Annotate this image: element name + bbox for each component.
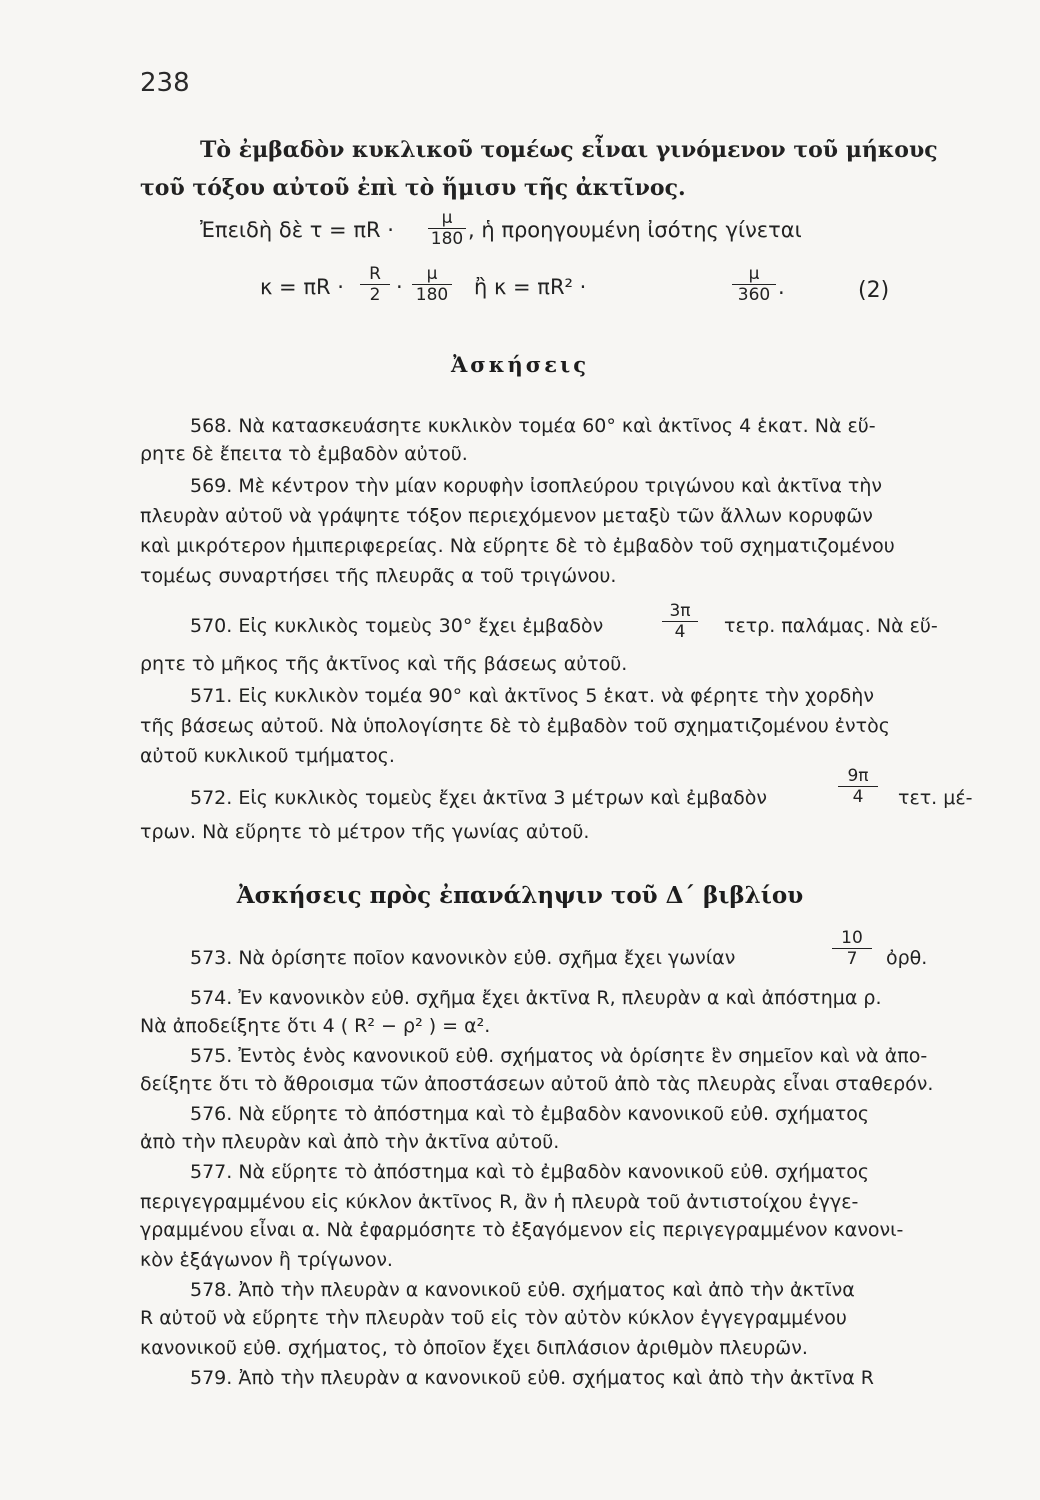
fraction-numerator: μ: [732, 264, 776, 285]
exercise-570-line-1a: 570. Εἰς κυκλικὸς τομεὺς 30° ἔχει ἐμβαδὸν: [190, 615, 604, 637]
formula2-mid: ἢ κ = πR² ·: [474, 275, 587, 299]
exercise-571-line-2: τῆς βάσεως αὐτοῦ. Νὰ ὑπολογίσητε δὲ τὸ ἐμβαδὸν τοῦ σχηματιζομένου ἐντὸς: [140, 715, 890, 737]
exercise-570-fraction: [662, 601, 698, 642]
exercise-579-line-1: 579. Ἀπὸ τὴν πλευρὰν α κανονικοῦ εὐθ. σχήματος καὶ ἀπὸ τὴν ἀκτῖνα R: [190, 1367, 874, 1389]
fraction-denominator: 2: [369, 285, 381, 305]
exercise-568-line-2: ρητε δὲ ἔπειτα τὸ ἐμβαδὸν αὐτοῦ.: [140, 443, 468, 465]
theorem-line-1: Τὸ ἐμβαδὸν κυκλικοῦ τομέως εἶναι γινόμενον τοῦ μήκους: [200, 137, 938, 163]
review-heading: Ἀσκήσεις πρὸς ἐπανάληψιν τοῦ Δ΄ βιβλίου: [236, 882, 804, 909]
fraction-denominator: 7: [846, 949, 858, 969]
fraction-denominator: 180: [430, 229, 464, 249]
exercises-heading: Ἀσκήσεις: [451, 352, 589, 377]
fraction-denominator: 4: [674, 622, 686, 642]
exercise-569-line-2: πλευρὰν αὐτοῦ νὰ γράψητε τόξον περιεχόμενον μεταξὺ τῶν ἄλλων κορυφῶν: [140, 505, 873, 527]
formula2-fraction-2: [412, 264, 452, 305]
exercise-573-line-1a: 573. Νὰ ὁρίσητε ποῖον κανονικὸν εὐθ. σχῆμα ἔχει γωνίαν: [190, 947, 736, 969]
formula2-end: .: [778, 275, 785, 299]
exercise-572-line-1a: 572. Εἰς κυκλικὸς τομεὺς ἔχει ἀκτῖνα 3 μέτρων καὶ ἐμβαδὸν: [190, 787, 768, 809]
exercise-575-line-1: 575. Ἐντὸς ἑνὸς κανονικοῦ εὐθ. σχήματος νὰ ὁρίσητε ἓν σημεῖον καὶ νὰ ἀπο-: [190, 1045, 928, 1067]
exercise-574-line-2: Νὰ ἀποδείξητε ὅτι 4 ( R² − ρ² ) = α².: [140, 1015, 491, 1037]
formula1-left: Ἐπειδὴ δὲ τ = πR ·: [200, 218, 394, 242]
fraction-numerator: 9π: [838, 766, 878, 787]
theorem-line-2: τοῦ τόξου αὐτοῦ ἐπὶ τὸ ἥμισυ τῆς ἀκτῖνος.: [140, 175, 686, 201]
exercise-578-line-2: R αὐτοῦ νὰ εὕρητε τὴν πλευρὰν τοῦ εἰς τὸν αὐτὸν κύκλον ἐγγεγραμμένου: [140, 1307, 847, 1329]
fraction-denominator: 360: [737, 285, 771, 305]
exercise-578-line-1: 578. Ἀπὸ τὴν πλευρὰν α κανονικοῦ εὐθ. σχήματος καὶ ἀπὸ τὴν ἀκτῖνα: [190, 1279, 855, 1301]
fraction-numerator: 3π: [662, 601, 698, 622]
exercise-573-fraction: [832, 928, 872, 969]
exercise-578-line-3: κανονικοῦ εὐθ. σχήματος, τὸ ὁποῖον ἔχει διπλάσιον ἀριθμὸν πλευρῶν.: [140, 1337, 808, 1359]
formula1-right: , ἡ προηγουμένη ἰσότης γίνεται: [468, 218, 802, 242]
exercise-569-line-1: 569. Μὲ κέντρον τὴν μίαν κορυφὴν ἰσοπλεύρου τριγώνου καὶ ἀκτῖνα τὴν: [190, 475, 883, 497]
exercise-577-line-1: 577. Νὰ εὕρητε τὸ ἀπόστημα καὶ τὸ ἐμβαδὸν κανονικοῦ εὐθ. σχήματος: [190, 1161, 870, 1183]
exercise-570-line-2: ρητε τὸ μῆκος τῆς ἀκτῖνος καὶ τῆς βάσεως αὐτοῦ.: [140, 653, 628, 675]
fraction-numerator: 10: [832, 928, 872, 949]
exercise-570-line-1b: τετρ. παλάμας. Νὰ εὕ-: [724, 615, 938, 637]
fraction-numerator: μ: [428, 208, 466, 229]
exercise-577-line-3: γραμμένου εἶναι α. Νὰ ἐφαρμόσητε τὸ ἐξαγόμενον εἰς περιγεγραμμένον κανονι-: [140, 1219, 904, 1241]
exercise-576-line-1: 576. Νὰ εὕρητε τὸ ἀπόστημα καὶ τὸ ἐμβαδὸν κανονικοῦ εὐθ. σχήματος: [190, 1103, 870, 1125]
formula2-fraction-3: [732, 264, 776, 305]
exercise-577-line-2: περιγεγραμμένου εἰς κύκλον ἀκτῖνος R, ἂν ἡ πλευρὰ τοῦ ἀντιστοίχου ἐγγε-: [140, 1191, 859, 1213]
exercise-572-line-2: τρων. Νὰ εὕρητε τὸ μέτρον τῆς γωνίας αὐτοῦ.: [140, 821, 590, 843]
exercise-576-line-2: ἀπὸ τὴν πλευρὰν καὶ ἀπὸ τὴν ἀκτῖνα αὐτοῦ.: [140, 1131, 560, 1153]
exercise-573-line-1b: ὀρθ.: [886, 947, 928, 969]
exercise-574-line-1: 574. Ἐν κανονικὸν εὐθ. σχῆμα ἔχει ἀκτῖνα R, πλευρὰν α καὶ ἀπόστημα ρ.: [190, 987, 882, 1009]
fraction-denominator: 4: [852, 787, 864, 807]
exercise-572-fraction: [838, 766, 878, 807]
fraction-numerator: R: [360, 264, 390, 285]
fraction-denominator: 180: [415, 285, 449, 305]
formula2-part1: κ = πR ·: [260, 275, 344, 299]
formula2-fraction-1: [360, 264, 390, 305]
exercise-569-line-3: καὶ μικρότερον ἡμιπεριφερείας. Νὰ εὕρητε δὲ τὸ ἐμβαδὸν τοῦ σχηματιζομένου: [140, 535, 895, 557]
fraction-numerator: μ: [412, 264, 452, 285]
exercise-577-line-4: κὸν ἑξάγωνον ἢ τρίγωνον.: [140, 1249, 393, 1271]
exercise-571-line-3: αὐτοῦ κυκλικοῦ τμήματος.: [140, 745, 395, 767]
formula1-fraction: [428, 208, 466, 249]
exercise-568-line-1: 568. Νὰ κατασκευάσητε κυκλικὸν τομέα 60° καὶ ἀκτῖνος 4 ἑκατ. Νὰ εὕ-: [190, 415, 876, 437]
exercise-571-line-1: 571. Εἰς κυκλικὸν τομέα 90° καὶ ἀκτῖνος 5 ἑκατ. νὰ φέρητε τὴν χορδὴν: [190, 685, 874, 707]
equation-number: (2): [858, 278, 890, 303]
exercise-575-line-2: δείξητε ὅτι τὸ ἄθροισμα τῶν ἀποστάσεων αὐτοῦ ἀπὸ τὰς πλευρὰς εἶναι σταθερόν.: [140, 1073, 934, 1095]
page-number: 238: [140, 68, 190, 98]
exercise-569-line-4: τομέως συναρτήσει τῆς πλευρᾶς α τοῦ τριγώνου.: [140, 565, 617, 587]
formula2-dot: ·: [396, 275, 403, 299]
exercise-572-line-1b: τετ. μέ-: [898, 787, 973, 809]
